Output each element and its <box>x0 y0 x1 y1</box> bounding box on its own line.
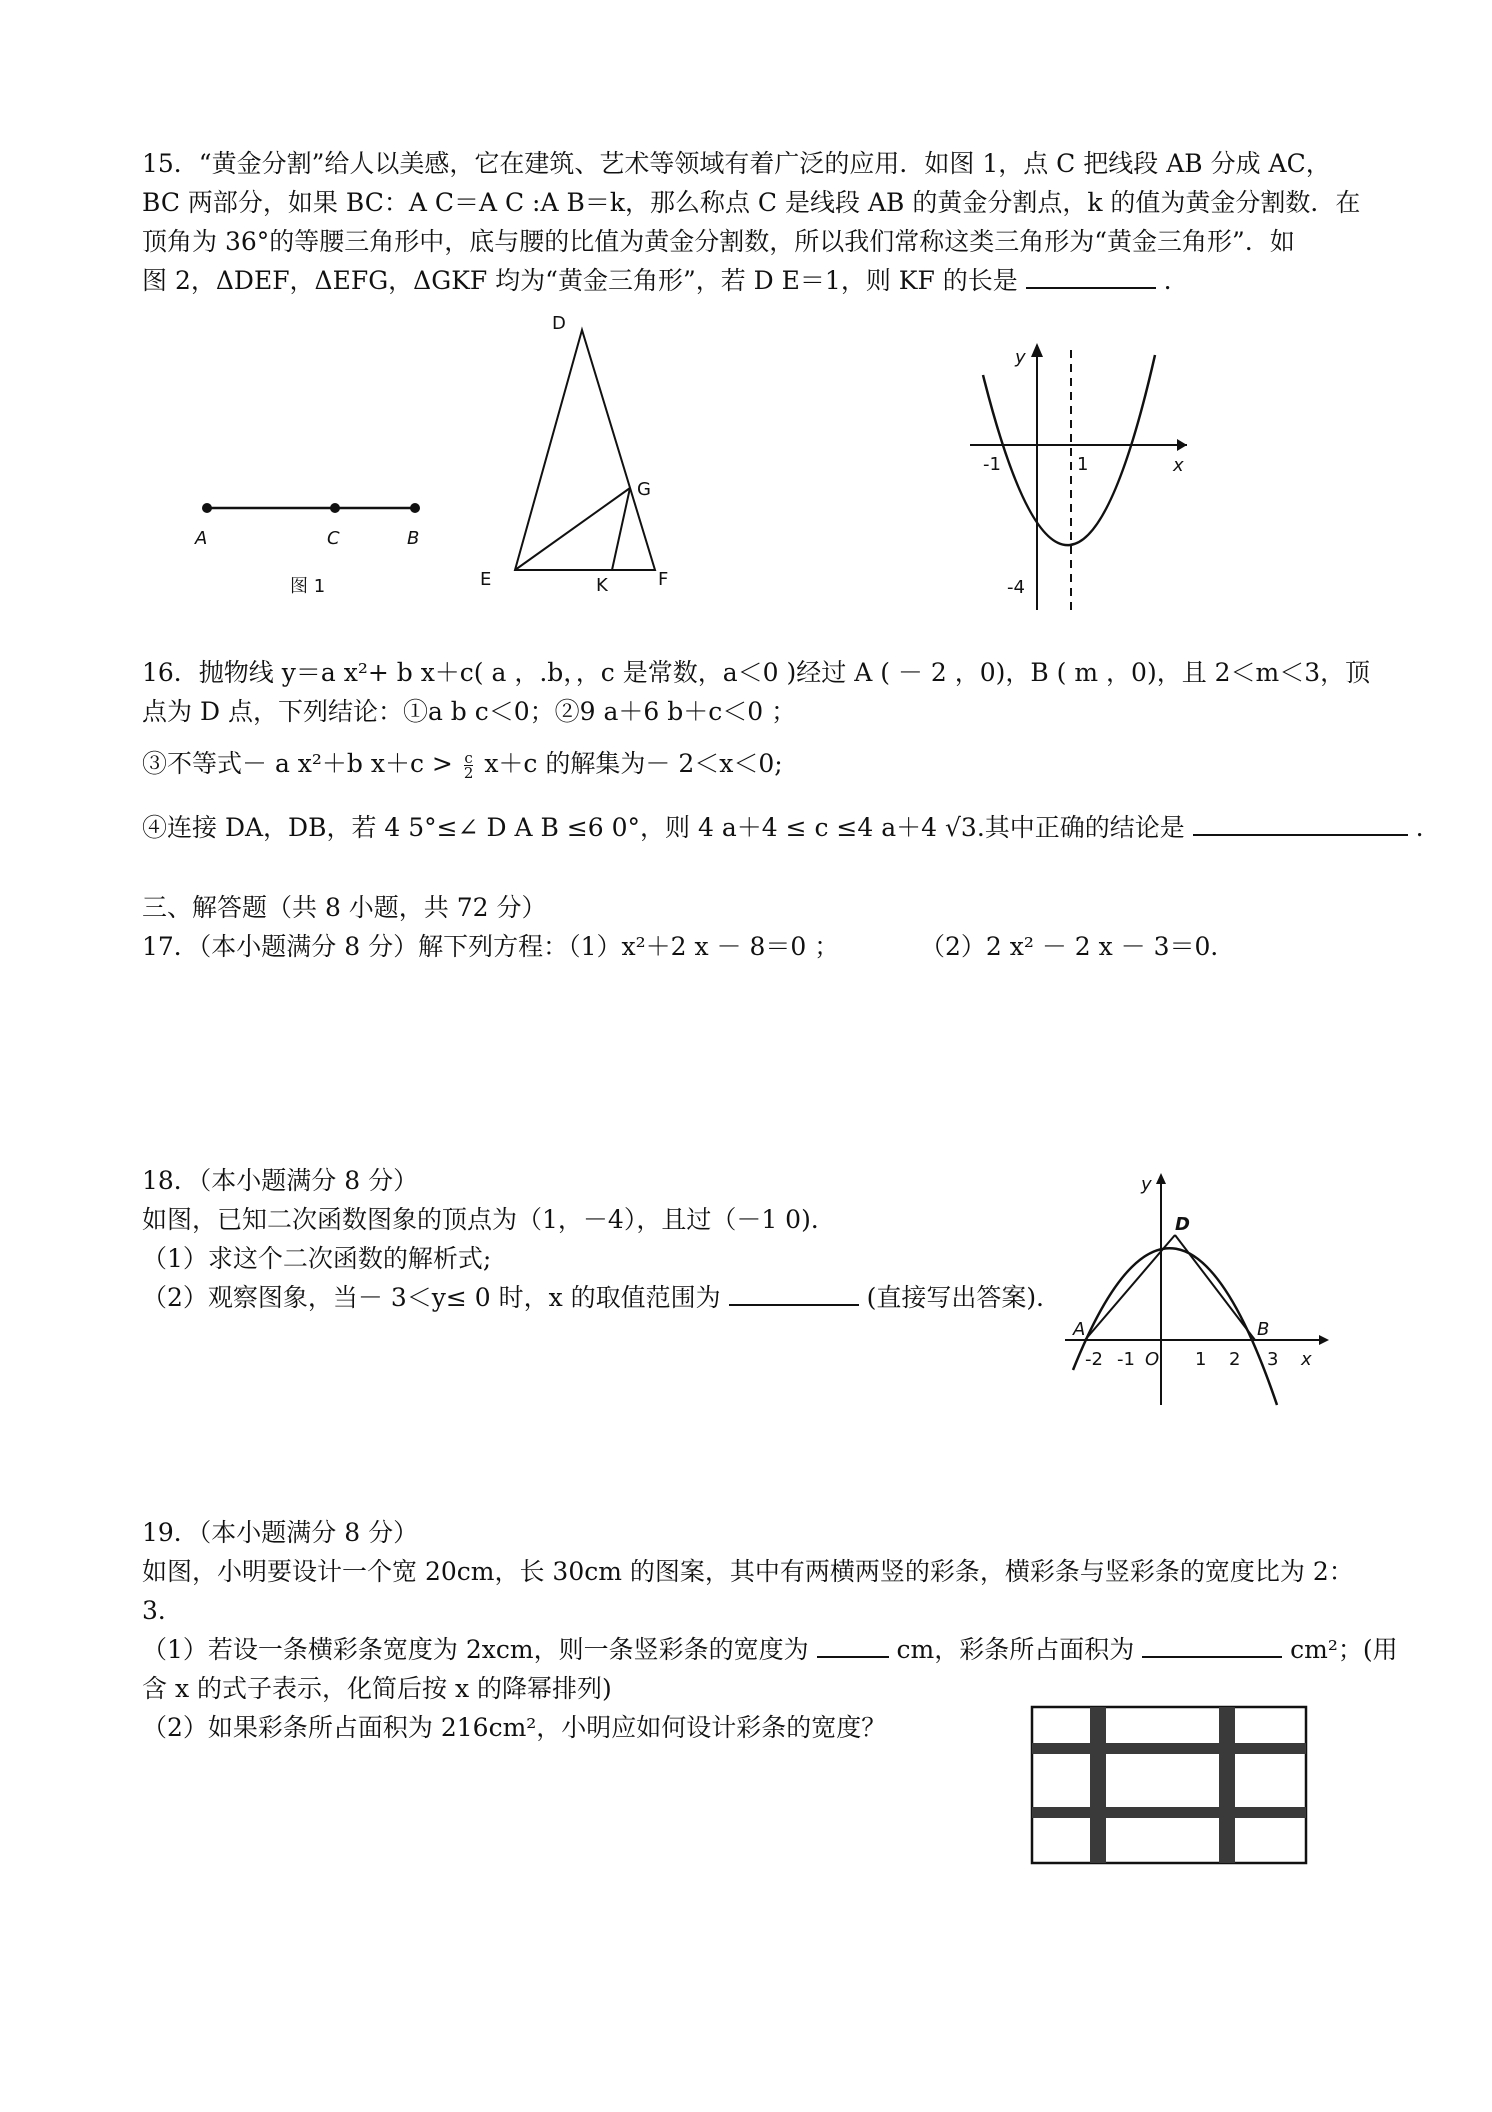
label-a: A <box>195 528 208 549</box>
q19-line-4: 含 x 的式子表示，化简后按 x 的降幂排列) <box>142 1674 612 1703</box>
q19-line-3b: cm，彩条所占面积为 <box>896 1635 1135 1664</box>
q19-blank-area[interactable] <box>1142 1632 1282 1658</box>
label-f: F <box>658 569 669 590</box>
q16-line-1: 16．抛物线 y＝a x²+ b x＋c( a ，.b，，c 是常数，a＜0 )经过 A ( － 2 ，0)，B ( m ，0)，且 2＜m＜3，顶 <box>142 658 1371 687</box>
label-origin: O <box>1145 1349 1160 1370</box>
q15-fig1 <box>185 490 445 610</box>
tick-1: 1 <box>1077 454 1089 475</box>
q15-line-3: 顶角为 36°的等腰三角形中，底与腰的比值为黄金分割数，所以我们常称这类三角形为“黄金三角形”．如 <box>142 227 1295 256</box>
q16-line-end: . <box>1415 813 1424 842</box>
q19-line-5: （2）如果彩条所占面积为 216cm²，小明应如何设计彩条的宽度？ <box>142 1713 887 1742</box>
section-3-heading: 三、解答题（共 8 小题，共 72 分） <box>142 893 547 922</box>
tick-neg1: -1 <box>983 454 1001 475</box>
tick-neg4: -4 <box>1007 577 1025 598</box>
horizontal-stripe-2 <box>1032 1807 1306 1818</box>
q15-answer-blank[interactable] <box>1026 263 1156 289</box>
q15-fig2 <box>470 315 700 595</box>
q16-answer-blank[interactable] <box>1193 810 1408 836</box>
fraction-numerator: c <box>464 749 473 767</box>
tick-1: 1 <box>1195 1349 1207 1370</box>
q18-title: 18．（本小题满分 8 分） <box>142 1166 419 1195</box>
q16-line-4 <box>142 810 1424 846</box>
q19-title: 19．（本小题满分 8 分） <box>142 1518 419 1547</box>
label-c: C <box>327 528 340 549</box>
parabola-curve <box>1073 1248 1277 1405</box>
y-axis-arrow <box>1156 1173 1166 1184</box>
label-d: D <box>552 315 566 334</box>
q18-line-2: （1）求这个二次函数的解析式; <box>142 1244 492 1273</box>
q19-blank-width[interactable] <box>817 1632 889 1658</box>
segment-eg <box>515 488 630 570</box>
q19-stripe-fig <box>1030 1705 1310 1867</box>
fraction-denominator: 2 <box>463 764 474 782</box>
q19-line-1: 如图，小明要设计一个宽 20cm，长 30cm 的图案，其中有两横两竖的彩条，横彩条与竖彩条的宽度比为 2： <box>142 1557 1354 1586</box>
q15-parabola-fig <box>965 335 1195 625</box>
q15-line-1: 15．“黄金分割”给人以美感，它在建筑、艺术等领域有着广泛的应用．如图 1，点 C 把线段 AB 分成 AC， <box>142 149 1331 178</box>
q17-part-1: 17．（本小题满分 8 分）解下列方程：（1）x²＋2 x － 8＝0 ； <box>142 932 840 961</box>
label-b: B <box>407 528 420 549</box>
parabola-curve <box>983 355 1155 545</box>
q18-line-1: 如图，已知二次函数图象的顶点为（1，－4），且过（－1 0)． <box>142 1205 836 1234</box>
segment-gk <box>612 488 630 570</box>
fig1-caption: 图 1 <box>290 576 326 597</box>
q18-fig <box>1055 1170 1335 1410</box>
q18-line-3a: （2）观察图象，当－ 3＜y≤ 0 时，x 的取值范围为 <box>142 1283 721 1312</box>
q15-line-4-text: 图 2，ΔDEF，ΔEFG，ΔGKF 均为“黄金三角形”，若 D E＝1，则 KF 的长是 <box>142 266 1018 295</box>
label-e: E <box>480 569 492 590</box>
q19-line-3a: （1）若设一条横彩条宽度为 2xcm，则一条竖彩条的宽度为 <box>142 1635 809 1664</box>
label-g: G <box>637 479 651 500</box>
q19-line-3c: cm²；(用 <box>1290 1635 1398 1664</box>
label-k: K <box>596 575 608 595</box>
point-b <box>410 503 420 513</box>
label-b: B <box>1257 1319 1270 1340</box>
horizontal-stripe-1 <box>1032 1743 1306 1754</box>
y-label: y <box>1015 347 1026 368</box>
tick-3: 3 <box>1267 1349 1279 1370</box>
q15-line-2: BC 两部分，如果 BC：A C＝A C :A B＝k，那么称点 C 是线段 AB 的黄金分割点，k 的值为黄金分割数．在 <box>142 188 1361 217</box>
q18-line-3 <box>142 1280 1061 1316</box>
tick-2: 2 <box>1229 1349 1241 1370</box>
q17-line <box>142 929 839 965</box>
q18-line-3b: (直接写出答案)． <box>866 1283 1062 1312</box>
q16-line-3 <box>142 746 783 782</box>
q15-line-4 <box>142 263 1172 299</box>
x-axis-arrow <box>1177 439 1187 451</box>
point-a <box>202 503 212 513</box>
tick-neg2: -2 <box>1085 1349 1103 1370</box>
label-a: A <box>1073 1319 1086 1340</box>
q16-fraction <box>464 751 474 780</box>
tick-neg1: -1 <box>1117 1349 1135 1370</box>
x-label: x <box>1301 1349 1312 1370</box>
point-c <box>330 503 340 513</box>
q16-line-3a: ③不等式－ a x²＋b x＋c > <box>142 749 453 778</box>
vertical-stripe-1 <box>1090 1707 1106 1863</box>
x-label: x <box>1173 455 1184 476</box>
vertical-stripe-2 <box>1219 1707 1235 1863</box>
q19-line-2: 3． <box>142 1596 183 1625</box>
q16-line-4-text: ④连接 DA，DB，若 4 5°≤∠ D A B ≤6 0°，则 4 a＋4 ≤ c ≤4 a＋4 √3.其中正确的结论是 <box>142 813 1185 842</box>
label-d: D <box>1175 1214 1190 1235</box>
q17-part-2: （2）2 x² － 2 x － 3＝0． <box>920 932 1236 961</box>
triangle-def <box>515 330 655 570</box>
pattern-outline <box>1032 1707 1306 1863</box>
y-label: y <box>1141 1174 1152 1195</box>
segment-db <box>1175 1235 1255 1340</box>
q15-line-end: . <box>1163 266 1172 295</box>
q16-line-2: 点为 D 点，下列结论：①a b c＜0；②9 a＋6 b＋c＜0 ； <box>142 697 797 726</box>
q18-answer-blank[interactable] <box>729 1280 859 1306</box>
q16-line-3b: x＋c 的解集为－ 2＜x＜0; <box>484 749 783 778</box>
x-axis-arrow <box>1319 1335 1329 1345</box>
y-axis-arrow <box>1031 343 1043 357</box>
q19-line-3 <box>142 1632 1398 1668</box>
